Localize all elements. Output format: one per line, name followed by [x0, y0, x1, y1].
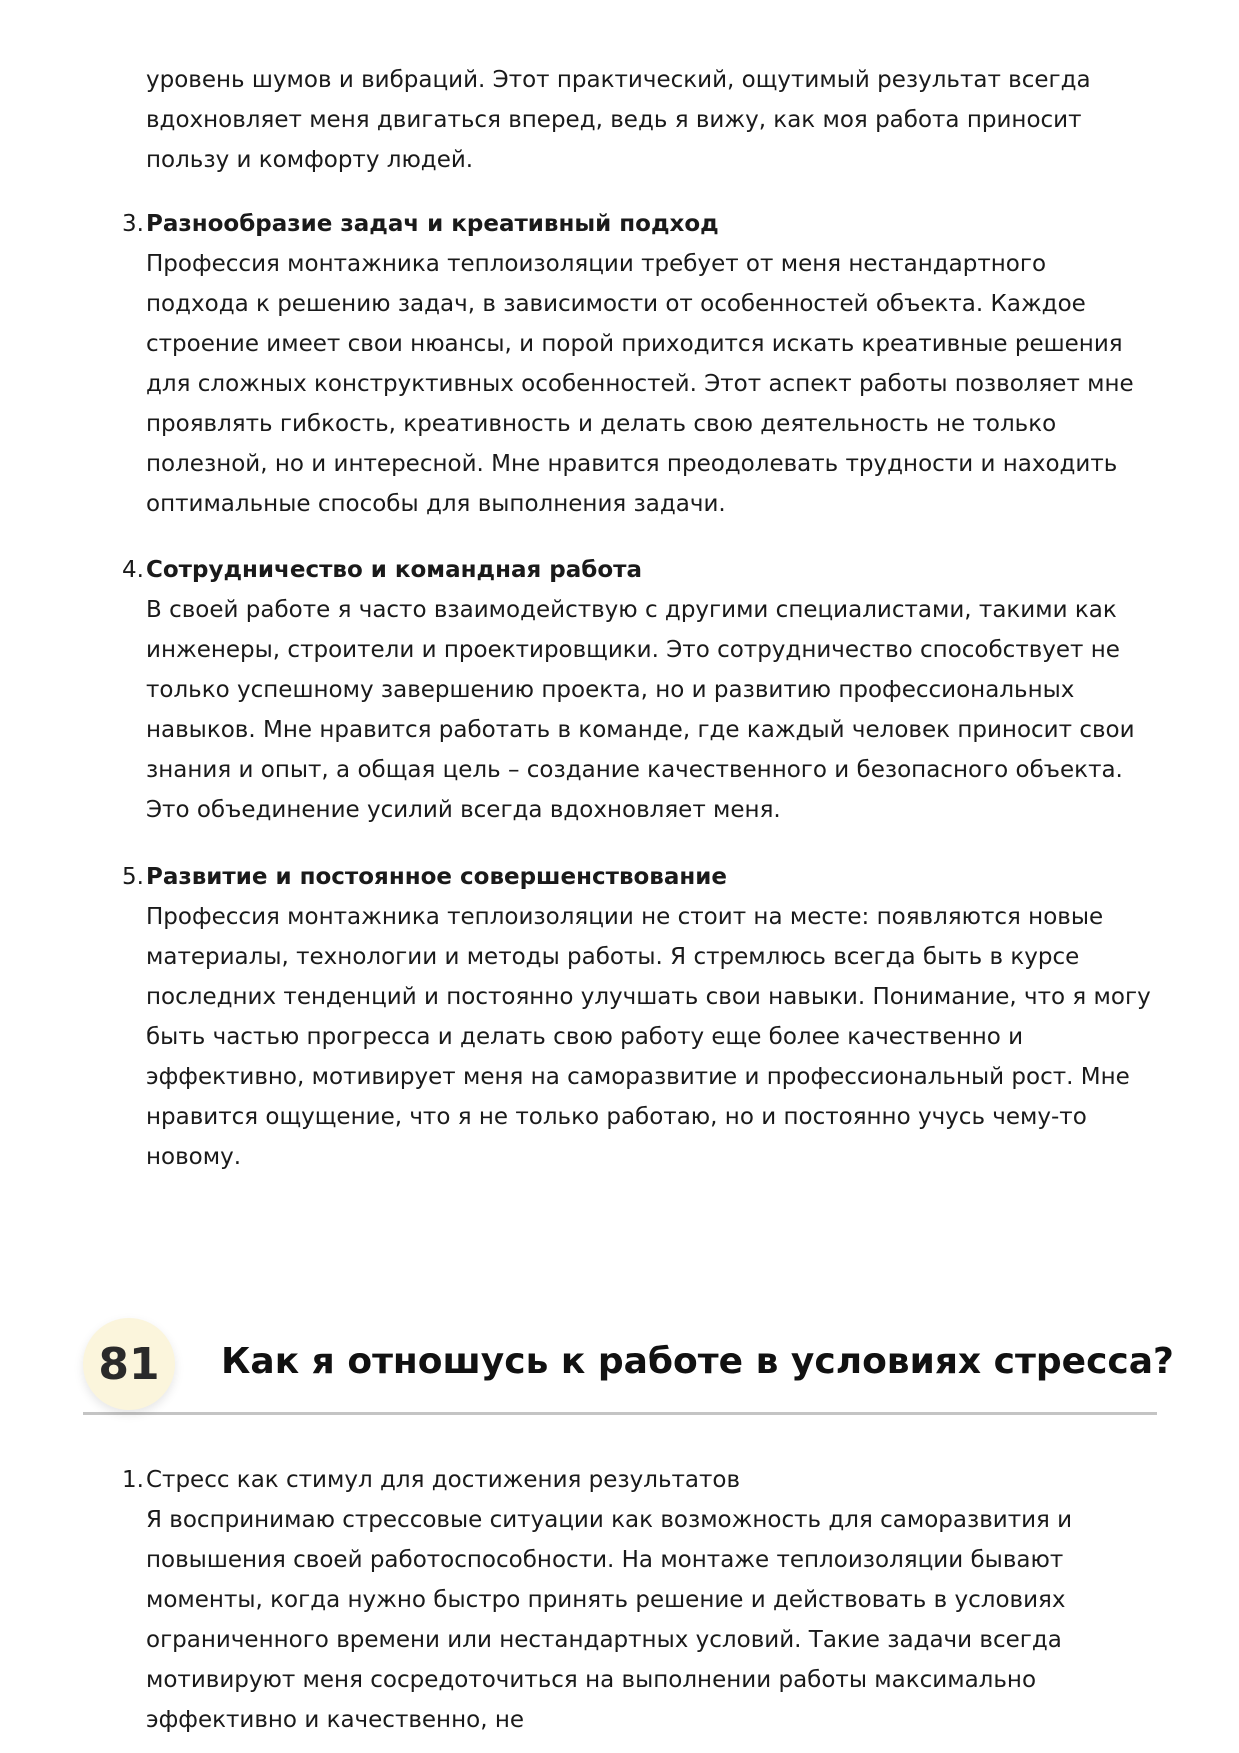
list-item [122, 550, 1156, 830]
list-item-number: 1. [122, 1467, 144, 1493]
list-item-title: Сотрудничество и командная работа [146, 557, 642, 583]
section-number-badge: 81 [83, 1318, 175, 1410]
list-item-number: 3. [122, 211, 144, 237]
section-header [83, 1310, 1174, 1415]
list-item-number: 4. [122, 557, 144, 583]
list-item [122, 857, 1156, 1177]
list-item-body: В своей работе я часто взаимодействую с другими специалистами, такими как инженеры, строители и проектировщики. Это сотрудничество способствует не только успешному завершению проекта, но и развитию профессиональных навыков. Мне нравится работать в команде, где каждый человек приносит свои знания и опыт, а общая цель – создание качественного и безопасного объекта. Это объединение усилий всегда вдохновляет меня. [146, 597, 1135, 823]
intro-paragraph: уровень шумов и вибраций. Этот практический, ощутимый результат всегда вдохновляет меня двигаться вперед, ведь я вижу, как моя работа приносит пользу и комфорту людей. [146, 67, 1091, 173]
list-item-body: Я воспринимаю стрессовые ситуации как возможность для саморазвития и повышения своей работоспособности. На монтаже теплоизоляции бывают моменты, когда нужно быстро принять решение и действовать в условиях ограниченного времени или нестандартных условий. Такие задачи всегда мотивируют меня сосредоточиться на выполнении работы максимально эффективно и качественно, не [146, 1507, 1073, 1733]
section-title: Как я отношусь к работе в условиях стресса? [221, 1341, 1174, 1382]
list-item-number: 5. [122, 864, 144, 890]
list-item-body: Профессия монтажника теплоизоляции требует от меня нестандартного подхода к решению задач, в зависимости от особенностей объекта. Каждое строение имеет свои нюансы, и порой приходится искать креативные решения для сложных конструктивных особенностей. Этот аспект работы позволяет мне проявлять гибкость, креативность и делать свою деятельность не только полезной, но и интересной. Мне нравится преодолевать трудности и находить оптимальные способы для выполнения задачи. [146, 251, 1134, 517]
list-item [122, 204, 1156, 524]
list-item [122, 1460, 1156, 1740]
list-item-body: Профессия монтажника теплоизоляции не стоит на месте: появляются новые материалы, технологии и методы работы. Я стремлюсь всегда быть в курсе последних тенденций и постоянно улучшать свои навыки. Понимание, что я могу быть частью прогресса и делать свою работу еще более качественно и эффективно, мотивирует меня на саморазвитие и профессиональный рост. Мне нравится ощущение, что я не только работаю, но и постоянно учусь чему-то новому. [146, 904, 1151, 1170]
list-item-title: Развитие и постоянное совершенствование [146, 864, 727, 890]
list-item-title: Разнообразие задач и креативный подход [146, 211, 719, 237]
list-item-title: Стресс как стимул для достижения результатов [146, 1467, 741, 1493]
